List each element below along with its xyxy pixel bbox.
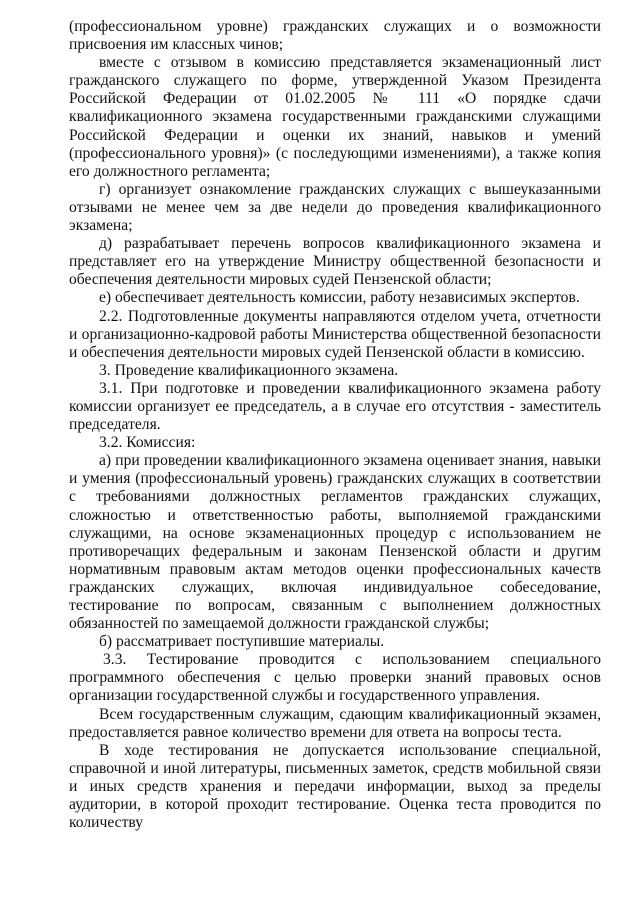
paragraph-item-g: г) организует ознакомление гражданских служащих с вышеуказанными отзывами не менее чем за две недели до проведения квалификационного экзамена;	[69, 180, 601, 235]
paragraph-2-2: 2.2. Подготовленные документы направляются отделом учета, отчетности и организационно-кадровой работы Министерства общественной безопасности и обеспечения деятельности мировых судей Пензенской области в комиссию.	[69, 307, 601, 361]
paragraph-continuation: (профессиональном уровне) гражданских служащих и о возможности присвоения им классных чинов;	[69, 18, 601, 54]
section-heading-3: 3. Проведение квалификационного экзамена.	[99, 361, 399, 379]
paragraph-item-a: а) при проведении квалификационного экзамена оценивает знания, навыки и умения (профессиональный уровень) гражданских служащих в соответствии с требованиями должностных регламентов гражданских служащих, сложностью и ответственностью работы, выполняемой гражданскими служащими, на основе экзаменационных процедур с использованием не противоречащих федеральным и законам Пензенской области и другим нормативным правовым актам методов оценки профессиональных качеств гражданских служащих, включая индивидуальное собеседование, тестирование по вопросам, связанным с выполнением должностных обязанностей по замещаемой должности гражданской службы;	[69, 452, 601, 633]
paragraph-3-3: 3.3. Тестирование проводится с использованием специального программного обеспечения с целью проверки знаний правовых основ организации государственной службы и государственного управления.	[69, 651, 601, 705]
paragraph-exam-sheet: вместе с отзывом в комиссию представляется экзаменационный лист гражданского служащего по форме, утвержденной Указом Президента Российской Федерации от 01.02.2005 № 111 «О порядке сдачи квалификационного экзамена государственными гражданскими служащими Российской Федерации и оценки их знаний, навыков и умений (профессионального уровня)» (с последующими изменениями), а также копия его должностного регламента;	[69, 54, 601, 180]
paragraph-3-1: 3.1. При подготовке и проведении квалификационного экзамена работу комиссии организует ее председатель, а в случае его отсутствия - заместитель председателя.	[69, 379, 601, 434]
paragraph-item-d: д) разрабатывает перечень вопросов квалификационного экзамена и представляет его на утверждение Министру общественной безопасности и обеспечения деятельности мировых судей Пензенской области;	[69, 235, 601, 289]
paragraph-testing-rules: В ходе тестирования не допускается использование специальной, справочной и иной литературы, письменных заметок, средств мобильной связи и иных средств хранения и передачи информации, выход за пределы аудитории, в которой проходит тестирование. Оценка теста проводится по количеству	[69, 741, 601, 832]
document-page	[69, 18, 601, 832]
paragraph-item-b: б) рассматривает поступившие материалы.	[99, 633, 385, 651]
paragraph-3-2: 3.2. Комиссия:	[99, 434, 196, 452]
paragraph-equal-time: Всем государственным служащим, сдающим квалификационный экзамен, предоставляется равное количество времени для ответа на вопросы теста.	[69, 705, 601, 741]
paragraph-item-e: е) обеспечивает деятельность комиссии, работу независимых экспертов.	[99, 289, 580, 307]
